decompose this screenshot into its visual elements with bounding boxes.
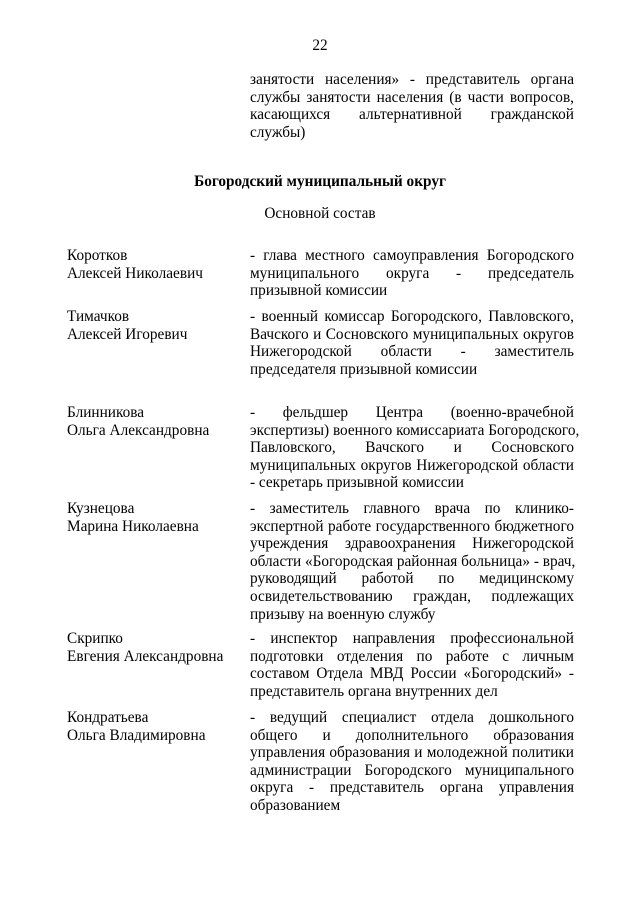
member-role <box>250 630 574 700</box>
member-role <box>250 404 580 492</box>
text-line: - инспектор направления профессиональной <box>250 630 574 647</box>
text-line: занятости населения» - представитель органа <box>250 71 574 88</box>
district-heading: Богородский муниципальный округ <box>194 173 446 190</box>
member-role <box>250 308 574 378</box>
member-surname: Коротков <box>67 247 128 264</box>
member-given-names: Ольга Александровна <box>67 421 210 439</box>
text-line: муниципальных округов Нижегородской области <box>250 456 574 474</box>
member-given-names: Алексей Николаевич <box>67 264 203 282</box>
member-given-names: Ольга Владимировна <box>67 726 206 744</box>
member-name <box>67 630 247 665</box>
member-surname: Кондратьева <box>67 709 149 726</box>
text-line: администрации Богородского муниципального <box>250 761 574 779</box>
text-line: руководящий работой по медицинскому <box>250 570 574 588</box>
text-line: области «Богородская районная больница» - врач, <box>250 552 576 570</box>
member-role <box>250 247 574 300</box>
text-line: Вачского и Сосновского муниципальных округов <box>250 325 574 343</box>
member-surname: Тимачков <box>67 308 130 325</box>
member-role <box>250 500 574 623</box>
member-name <box>67 709 247 744</box>
member-surname: Блинникова <box>67 404 145 421</box>
text-line: Нижегородской области - заместитель <box>250 343 574 361</box>
text-line: учреждения здравоохранения Нижегородской <box>250 535 574 553</box>
text-line: призыву на военную службу <box>250 605 436 623</box>
text-line: службы занятости населения (в части вопросов, <box>250 88 574 106</box>
text-line: экспертизы) военного комиссариата Богородского, <box>250 421 580 439</box>
composition-subheading: Основной состав <box>264 205 376 222</box>
text-line: - секретарь призывной комиссии <box>250 474 464 492</box>
text-line: округа - представитель органа управления <box>250 779 574 797</box>
text-line: подготовки отделения по работе с личным <box>250 647 574 665</box>
member-name <box>67 500 247 535</box>
text-line: председателя призывной комиссии <box>250 360 478 378</box>
text-line: - заместитель главного врача по клинико- <box>250 500 574 517</box>
text-line: муниципального округа - председатель <box>250 264 574 282</box>
member-surname: Кузнецова <box>67 500 135 517</box>
text-line: представитель органа внутренних дел <box>250 682 498 700</box>
continuation-paragraph <box>250 71 574 141</box>
text-line: управления образования и молодежной политики <box>250 744 574 762</box>
member-role <box>250 709 574 815</box>
page-number: 22 <box>312 37 328 54</box>
text-line: - военный комиссар Богородского, Павловского, <box>250 308 574 325</box>
text-line: - глава местного самоуправления Богородского <box>250 247 574 264</box>
member-surname: Скрипко <box>67 630 123 647</box>
text-line: Павловского, Вачского и Сосновского <box>250 439 574 457</box>
text-line: экспертной работе государственного бюджетного <box>250 517 574 535</box>
text-line: составом Отдела МВД России «Богородский» - <box>250 665 574 683</box>
member-given-names: Алексей Игоревич <box>67 325 188 343</box>
text-line: - ведущий специалист отдела дошкольного <box>250 709 574 726</box>
text-line: общего и дополнительного образования <box>250 726 574 744</box>
text-line: - фельдшер Центра (военно-врачебной <box>250 404 574 421</box>
text-line: службы) <box>250 123 306 141</box>
text-line: образованием <box>250 796 341 814</box>
text-line: освидетельствованию граждан, подлежащих <box>250 587 574 605</box>
member-name <box>67 404 247 439</box>
member-name <box>67 308 247 343</box>
text-line: касающихся альтернативной гражданской <box>250 106 574 124</box>
text-line: призывной комиссии <box>250 282 388 300</box>
member-name <box>67 247 247 282</box>
member-given-names: Марина Николаевна <box>67 517 199 535</box>
member-given-names: Евгения Александровна <box>67 647 224 665</box>
